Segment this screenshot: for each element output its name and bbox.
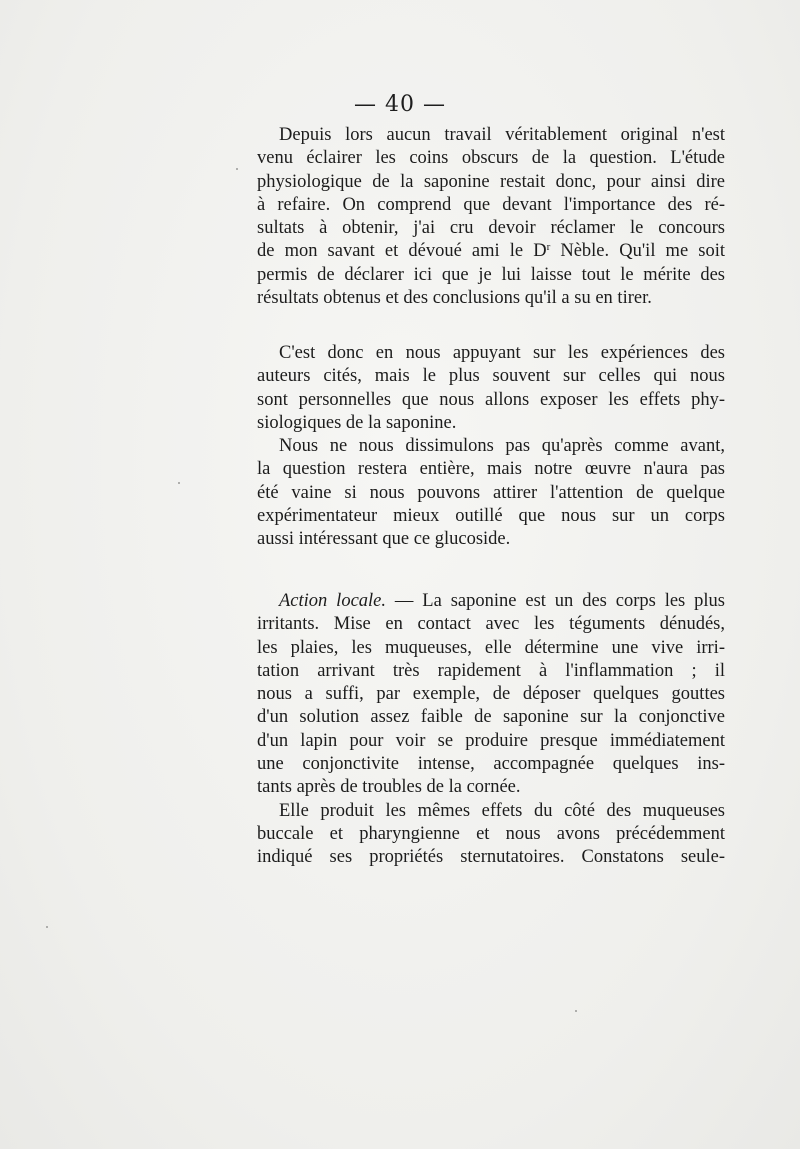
text-line: C'est donc en nous appuyant sur les expériences des: [279, 343, 725, 363]
text-line: d'un lapin pour voir se produire presque immédiatement: [257, 730, 725, 751]
paper-speck: [178, 482, 180, 484]
text-line: aussi intéressant que ce glucoside.: [257, 529, 511, 550]
text-line: buccale et pharyngienne et nous avons précédemment: [257, 823, 725, 844]
paragraph-experiments: [257, 342, 725, 552]
text-line: sont personnelles que nous allons exposer les effets phy-: [257, 389, 725, 410]
text-line: physiologique de la saponine restait donc, pour ainsi dire: [257, 171, 725, 192]
text-fragment: de mon savant et dévoué ami le D: [257, 241, 547, 262]
page-number: — 40 —: [354, 92, 446, 117]
text-line: d'un solution assez faible de saponine sur la conjonctive: [257, 707, 725, 728]
paragraph-intro: [257, 124, 725, 310]
text-line: la question restera entière, mais notre œuvre n'aura pas: [257, 459, 725, 480]
text-line: une conjonctivite intense, accompagnée quelques ins-: [257, 754, 725, 775]
text-line-with-heading: [257, 590, 725, 613]
text-line: indiqué ses propriétés sternutatoires. Constatons seule-: [257, 847, 725, 868]
text-line: les plaies, les muqueuses, elle détermine une vive irri-: [257, 637, 725, 658]
text-line: Depuis lors aucun travail véritablement original n'est: [279, 125, 725, 145]
superscript: r: [546, 241, 551, 254]
text-line: été vaine si nous pouvons attirer l'attention de quelque: [257, 482, 725, 503]
text-line: à refaire. On comprend que devant l'importance des ré-: [257, 194, 725, 215]
text-fragment: — La saponine est un des corps les plus: [386, 591, 725, 611]
text-line: siologiques de la saponine.: [257, 412, 457, 433]
section-heading: Action locale.: [279, 591, 387, 611]
text-line: résultats obtenus et des conclusions qu'il a su en tirer.: [257, 288, 652, 309]
text-line: tation arrivant très rapidement à l'inflammation ; il: [257, 660, 725, 681]
text-line: nous a suffi, par exemple, de déposer quelques gouttes: [257, 684, 725, 705]
text-fragment: Nèble. Qu'il me soit: [550, 241, 725, 262]
paper-speck: [575, 1010, 577, 1012]
text-line: expérimentateur mieux outillé que nous sur un corps: [257, 506, 725, 527]
text-line: Elle produit les mêmes effets du côté des muqueuses: [279, 800, 725, 821]
section-action-locale: [257, 590, 725, 870]
text-line: irritants. Mise en contact avec les téguments dénudés,: [257, 614, 725, 635]
text-line: Nous ne nous dissimulons pas qu'après comme avant,: [279, 436, 725, 457]
paper-speck: [236, 168, 238, 170]
text-line: sultats à obtenir, j'ai cru devoir réclamer le concours: [257, 218, 725, 239]
text-line: venu éclairer les coins obscurs de la question. L'étude: [257, 148, 725, 169]
text-line-with-superscript: [257, 240, 725, 263]
paper-speck: [46, 926, 48, 928]
text-line: permis de déclarer ici que je lui laisse tout le mérite des: [257, 264, 725, 285]
text-line: auteurs cités, mais le plus souvent sur celles qui nous: [257, 366, 725, 387]
text-line: tants après de troubles de la cornée.: [257, 777, 521, 798]
